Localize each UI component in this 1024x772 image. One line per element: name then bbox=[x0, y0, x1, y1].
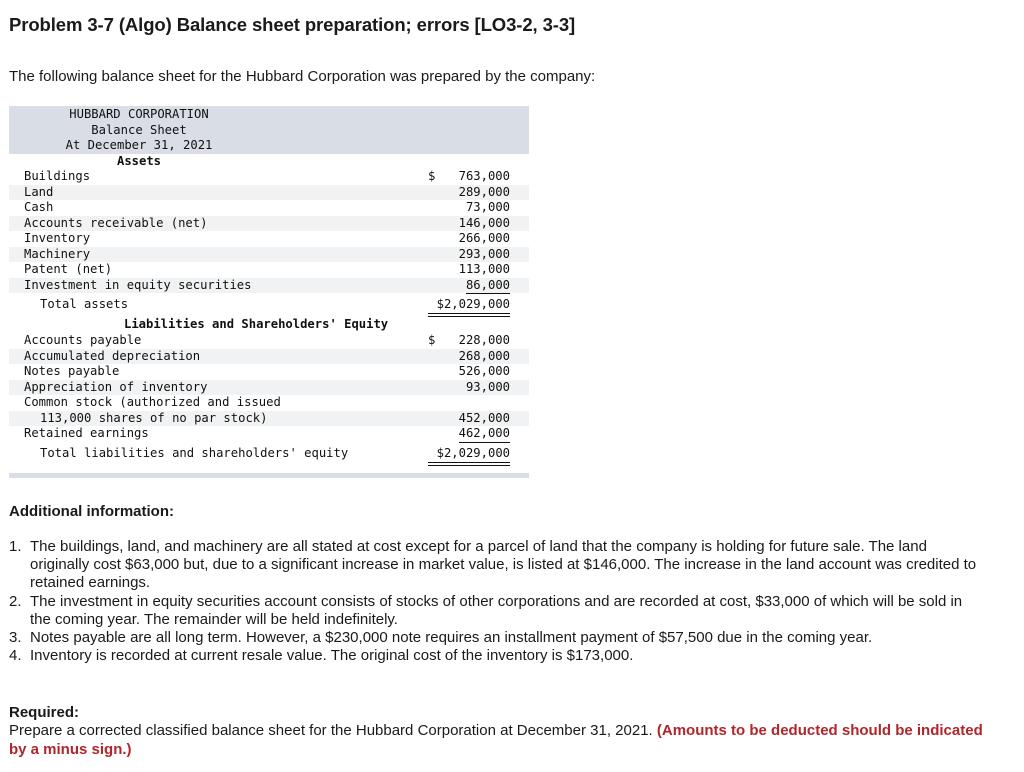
total-liabilities-amount: $2,029,000 bbox=[428, 446, 510, 463]
statement-name: Balance Sheet bbox=[91, 122, 187, 137]
table-row bbox=[9, 247, 529, 263]
table-row bbox=[9, 411, 529, 427]
row-label: Patent (net) bbox=[24, 262, 113, 276]
list-item bbox=[9, 629, 984, 647]
row-label: Appreciation of inventory bbox=[24, 379, 208, 394]
table-row bbox=[9, 262, 529, 278]
common-stock-label-1: Common stock (authorized and issued bbox=[24, 395, 281, 409]
required-instruction: Prepare a corrected classified balance sheet for the Hubbard Corporation at December 31, 2021. bbox=[9, 722, 653, 739]
row-amount: 289,000 bbox=[458, 184, 510, 199]
row-label: Notes payable bbox=[24, 364, 120, 378]
item-number: 1. bbox=[9, 538, 22, 555]
table-row bbox=[9, 380, 529, 396]
row-label: Land bbox=[24, 184, 54, 199]
table-row bbox=[9, 216, 529, 232]
required-note: (Amounts to be deducted should be indicated by a minus sign.) bbox=[9, 722, 983, 758]
list-item bbox=[9, 647, 984, 665]
item-number: 4. bbox=[9, 647, 22, 665]
row-label: Accounts payable bbox=[24, 333, 142, 347]
total-assets-label: Total assets bbox=[40, 297, 129, 311]
table-row bbox=[9, 200, 529, 216]
required-title: Required: bbox=[9, 704, 80, 721]
table-row bbox=[9, 333, 529, 349]
row-amount: 763,000 bbox=[458, 169, 510, 183]
row-amount: 526,000 bbox=[458, 364, 510, 378]
row-amount: 73,000 bbox=[465, 200, 510, 214]
retained-earnings-label: Retained earnings bbox=[24, 426, 149, 440]
total-liabilities-label: Total liabilities and shareholders' equity bbox=[40, 446, 349, 460]
table-row bbox=[9, 169, 529, 185]
row-amount: 293,000 bbox=[458, 246, 510, 261]
row-label: Investment in equity securities bbox=[24, 277, 252, 292]
assets-heading: Assets bbox=[116, 153, 162, 168]
total-liabilities-row bbox=[9, 446, 529, 462]
table-row bbox=[9, 426, 529, 442]
total-assets-amount: $2,029,000 bbox=[428, 297, 510, 314]
table-row bbox=[9, 395, 529, 411]
row-label: Machinery bbox=[24, 246, 91, 261]
liabilities-heading: Liabilities and Shareholders' Equity bbox=[124, 317, 389, 331]
table-row bbox=[9, 278, 529, 294]
row-amount: 93,000 bbox=[465, 379, 510, 394]
additional-info-title: Additional information: bbox=[9, 503, 174, 520]
common-stock-label-2: 113,000 shares of no par stock) bbox=[40, 410, 268, 425]
row-amount: 113,000 bbox=[458, 262, 510, 276]
item-text: The investment in equity securities account consists of stocks of other corporations and are recorded at cost, $33,000 of which will be sold in the coming year. The remainder will be held indefinitely. bbox=[30, 592, 963, 628]
row-amount: 86,000 bbox=[466, 278, 510, 295]
item-text: Notes payable are all long term. However, a $230,000 note requires an installment payment of $57,500 due in the coming year. bbox=[30, 629, 873, 647]
intro-text: The following balance sheet for the Hubbard Corporation was prepared by the company: bbox=[9, 68, 596, 85]
item-number: 3. bbox=[9, 629, 22, 647]
row-label: Buildings bbox=[24, 169, 91, 183]
table-row bbox=[9, 185, 529, 201]
row-label: Cash bbox=[24, 200, 54, 214]
row-amount: 146,000 bbox=[458, 215, 510, 230]
retained-earnings-amount: 462,000 bbox=[459, 426, 510, 443]
list-item bbox=[9, 593, 984, 629]
row-label: Accumulated depreciation bbox=[24, 348, 201, 363]
item-number: 2. bbox=[9, 592, 22, 610]
row-amount: 266,000 bbox=[458, 231, 510, 245]
statement-date: At December 31, 2021 bbox=[65, 138, 213, 152]
common-stock-amount: 452,000 bbox=[458, 410, 510, 425]
item-text: The buildings, land, and machinery are all stated at cost except for a parcel of land that the company is holding for future sale. The land originally cost $63,000 but, due to a significant increase in market value, is listed at $146,000. The increase in the land account was credited to retained earnings. bbox=[30, 538, 977, 592]
page-title: Problem 3-7 (Algo) Balance sheet preparation; errors [LO3-2, 3-3] bbox=[9, 14, 576, 35]
required-text bbox=[9, 722, 999, 759]
dollar-sign: $ bbox=[428, 169, 436, 183]
table-row bbox=[9, 231, 529, 247]
row-amount: 268,000 bbox=[458, 348, 510, 363]
row-amount: 228,000 bbox=[458, 333, 510, 347]
row-label: Accounts receivable (net) bbox=[24, 215, 208, 230]
sheet-bottom-band bbox=[9, 473, 529, 478]
company-name: HUBBARD CORPORATION bbox=[69, 107, 209, 121]
table-row bbox=[9, 349, 529, 365]
table-row bbox=[9, 364, 529, 380]
list-item bbox=[9, 538, 984, 593]
item-text: Inventory is recorded at current resale value. The original cost of the inventory is $173,000. bbox=[30, 647, 634, 665]
total-assets-row bbox=[9, 297, 529, 313]
additional-info-list bbox=[9, 538, 984, 665]
row-label: Inventory bbox=[24, 231, 91, 245]
dollar-sign: $ bbox=[428, 333, 436, 347]
balance-sheet bbox=[9, 106, 529, 478]
